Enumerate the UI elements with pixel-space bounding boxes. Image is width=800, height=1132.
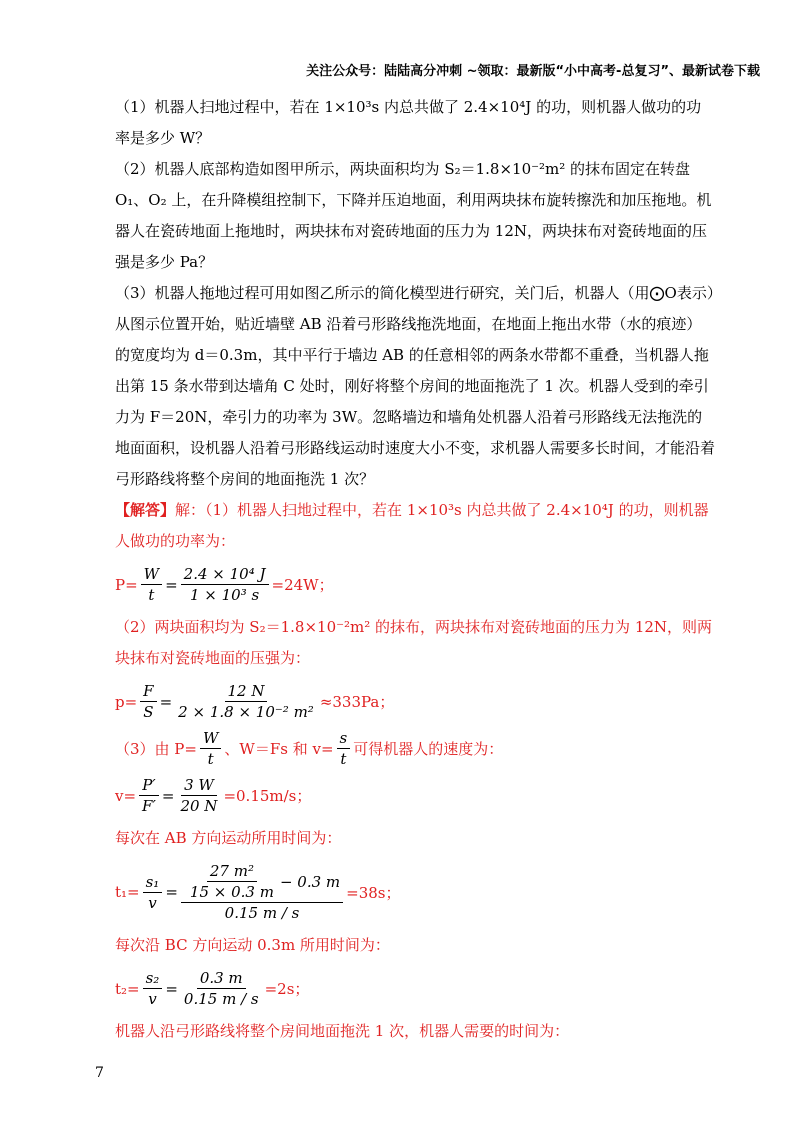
formula-speed-lhs: v= (115, 786, 137, 805)
formula-speed-result: =0.15m/s； (223, 787, 312, 805)
frac-numerator: 12 N (225, 682, 268, 702)
answer-part-3 (115, 729, 715, 768)
formula-speed: v= $\frac{P'}{F'}$ = $\frac{3 W}{20 N}$ =0.15m/s； (115, 776, 312, 815)
frac-denominator: t (207, 750, 214, 768)
formula-time-2-frac1 (143, 969, 163, 1008)
part3-text-c: 可得机器人的速度为： (353, 740, 504, 758)
frac-denominator: v (148, 893, 157, 912)
part3-frac-power (200, 729, 221, 768)
nested-frac (187, 862, 277, 901)
formula-pressure-frac2 (175, 682, 317, 721)
answer-part-6: 机器人沿弓形路线将整个房间地面拖洗 1 次，机器人需要的时间为： (115, 1022, 570, 1040)
question-1: （1）机器人扫地过程中，若在 1×10³s 内总共做了 2.4×10⁴J 的功，则机器人做功的功率是多少 W？ (115, 98, 702, 147)
frac-denominator: F′ (142, 797, 156, 815)
frac-denominator: v (148, 990, 157, 1008)
frac-numerator: P′ (139, 776, 159, 796)
answer-part-5: 每次沿 BC 方向运动 0.3m 所用时间为： (115, 936, 390, 954)
part3-text-b: 、W＝Fs 和 v= (224, 740, 334, 758)
frac-numerator: s₁ (143, 873, 163, 893)
frac-denominator: 20 N (180, 797, 218, 815)
formula-power: P= $\frac{W}{t}$ = $\frac{\text{2.4 × 10⁴ J}}{\text{1 × 10³ s}}$ =24W； (115, 565, 334, 604)
formula-time-1-frac1 (143, 873, 163, 912)
answer-part-2: （2）两块面积均为 S₂＝1.8×10⁻²m² 的抹布，两块抹布对瓷砖地面的压力为 12N，则两块抹布对瓷砖地面的压强为： (115, 618, 713, 667)
frac-numerator: 0.3 m (197, 969, 246, 989)
frac-numerator: 2.4 × 10⁴ J (181, 565, 269, 585)
frac-numerator: s (337, 729, 351, 749)
formula-pressure-result: ≈333Pa； (319, 693, 395, 711)
formula-time-2: t₂= $\frac{\text{s₂}}{v}$ = $\frac{0.3 m}{0.15 m / s}$ =2s； (115, 969, 310, 1008)
answer-intro-text: 解：（1）机器人扫地过程中，若在 1×10³s 内总共做了 2.4×10⁴J 的功，则机器人做功的功率为： (115, 501, 709, 550)
formula-time-1-frac2 (181, 862, 343, 922)
formula-power-frac2 (181, 565, 269, 604)
frac-minus-term: − 0.3 m (279, 872, 341, 891)
frac-numerator: 27 m² (207, 862, 257, 882)
question-2: （2）机器人底部构造如图甲所示，两块面积均为 S₂＝1.8×10⁻²m² 的抹布固定在转盘 O₁、O₂ 上，在升降模组控制下，下降并压迫地面，利用两块抹布旋转擦洗和加压拖地。机器人在瓷砖地面上拖地时，两块抹布对瓷砖地面的压力为 12N，两块抹布对瓷砖地面的压强是多少 Pa？ (115, 160, 712, 271)
answer-part-4: 每次在 AB 方向运动所用时间为： (115, 829, 342, 847)
formula-power-lhs: P= (115, 575, 138, 594)
formula-power-result: =24W； (271, 576, 334, 594)
frac-numerator: W (200, 729, 221, 749)
formula-time-2-frac2 (181, 969, 262, 1008)
frac-denominator: t (148, 586, 155, 604)
question-3: （3）机器人拖地过程可用如图乙所示的简化模型进行研究，关门后，机器人（用⨀O表示）从图示位置开始，贴近墙壁 AB 沿着弓形路线拖洗地面，在地面上拖出水带（水的痕迹）的宽度均为 d＝0.3m，其中平行于墙边 AB 的任意相邻的两条水带都不重叠，当机器人拖出第 15 条水带到达墙角 C 处时，刚好将整个房间的地面拖洗了 1 次。机器人受到的牵引力为 F＝20N，牵引力的功率为 3W。忽略墙边和墙角处机器人沿着弓形路线无法拖洗的地面面积，设机器人沿着弓形路线运动时速度大小不变，求机器人需要多长时间，才能沿着弓形路线将整个房间的地面拖洗 1 次？ (115, 284, 716, 488)
frac-denominator: S (143, 703, 154, 721)
frac-numerator: s₂ (143, 969, 163, 989)
formula-pressure: p= $\frac{F}{S}$ = $\frac{12 N}{\text{2 × 1.8 × 10⁻² m²}}$ ≈333Pa； (115, 682, 395, 721)
header-note: 关注公众号：陆陆高分冲刺 ~领取：最新版“小中高考-总复习”、最新试卷下载 (306, 64, 760, 79)
page-number: 7 (95, 1065, 104, 1081)
frac-numerator: F (140, 682, 156, 702)
frac-denominator: 15 × 0.3 m (189, 883, 274, 901)
formula-speed-frac1 (139, 776, 159, 815)
formula-pressure-lhs: p= (115, 692, 138, 711)
frac-denominator: 0.15 m / s (224, 904, 300, 922)
frac-numerator (181, 862, 343, 903)
formula-time-2-lhs: t₂= (115, 979, 140, 998)
formula-time-1-lhs: t₁= (115, 883, 140, 901)
answer-intro (115, 495, 715, 557)
formula-time-2-result: =2s； (264, 980, 310, 998)
formula-time-1-result: =38s； (346, 883, 401, 902)
formula-speed-frac2 (177, 776, 220, 815)
frac-denominator: 1 × 10³ s (189, 586, 260, 604)
part3-text-a: （3）由 P= (115, 740, 197, 758)
formula-time-1: t₁= $\frac{\text{s₁}}{v}$ = $\frac{\text{27 m²}}{15 \times 0.3 m}$ − 0.3 m 0.15 m / s =38s； (115, 862, 401, 922)
frac-denominator: 0.15 m / s (183, 990, 259, 1008)
part3-frac-speed (337, 729, 351, 768)
frac-numerator: W (141, 565, 162, 585)
frac-denominator: t (340, 750, 347, 768)
formula-power-frac1 (141, 565, 162, 604)
frac-numerator: 3 W (181, 776, 217, 796)
frac-denominator: 2 × 1.8 × 10⁻² m² (178, 703, 314, 721)
page-content (115, 92, 715, 1047)
formula-pressure-frac1 (140, 682, 156, 721)
answer-tag: 【解答】 (115, 501, 176, 519)
